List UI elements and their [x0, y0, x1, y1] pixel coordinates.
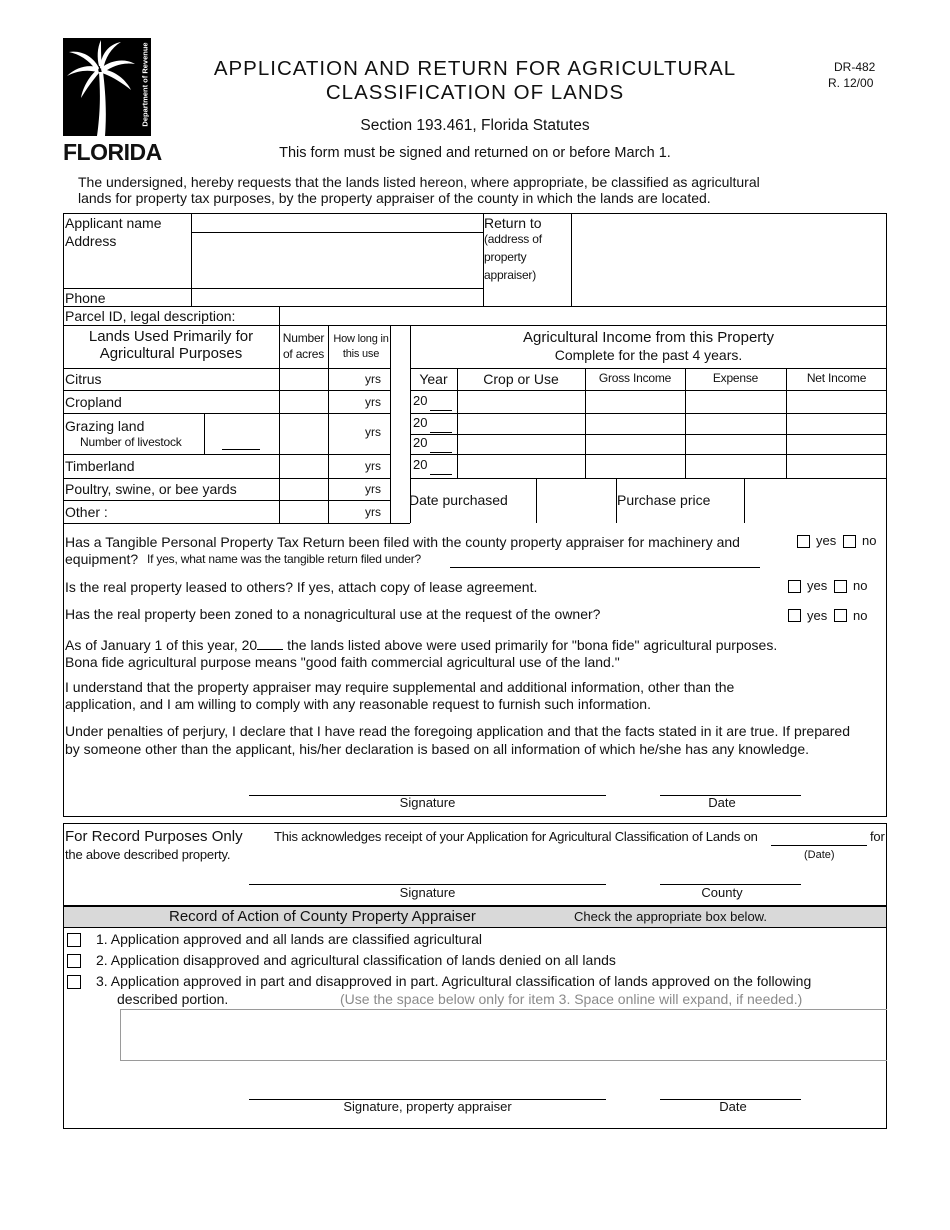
lease-no-checkbox[interactable]: [834, 580, 847, 593]
logo-side-text: Department of Revenue: [137, 38, 151, 136]
form-title-line2: CLASSIFICATION OF LANDS: [325, 81, 625, 104]
date-caption: Date: [708, 795, 736, 810]
supplemental-info-statement-2: application, and I am willing to comply with any reasonable request to furnish such information.: [65, 696, 651, 712]
receipt-for: for: [870, 829, 885, 844]
lease-question: Is the real property leased to others? If yes, attach copy of lease agreement.: [65, 579, 538, 595]
record-of-action-instruction: Check the appropriate box below.: [574, 909, 767, 924]
intro-line2: lands for property tax purposes, by the property appraiser of the county in which the lands are located.: [78, 190, 711, 206]
acres-col-header-2: of acres: [282, 347, 325, 361]
tangible-return-question: Has a Tangible Personal Property Tax Return been filed with the county property appraiser for machinery and: [65, 534, 740, 550]
yes-label: yes: [807, 578, 828, 593]
form-number: DR-482: [834, 60, 876, 74]
expense-col-header: Expense: [712, 371, 759, 385]
phone-field[interactable]: [192, 289, 482, 306]
denied-all-option: 2. Application disapproved and agricultural classification of lands denied on all lands: [96, 952, 616, 968]
yrs-unit: yrs: [365, 505, 381, 519]
tangible-yes-checkbox[interactable]: [797, 535, 810, 548]
year-prefix: 20: [413, 435, 428, 450]
lands-heading-line2: Agricultural Purposes: [99, 345, 243, 362]
return-to-label: Return to: [484, 215, 542, 231]
zoning-yes-checkbox[interactable]: [788, 609, 801, 622]
described-portion-textarea[interactable]: [120, 1009, 887, 1061]
year-input-line[interactable]: [430, 452, 452, 453]
year-blank[interactable]: [257, 637, 283, 650]
appraiser-date-caption: Date: [719, 1099, 747, 1114]
record-county-caption: County: [701, 885, 743, 900]
crop-col-header: Crop or Use: [483, 371, 559, 387]
palm-tree-icon: [63, 38, 137, 136]
perjury-statement-2: by someone other than the applicant, his/her declaration is based on all information of which he/she has any knowledge.: [65, 741, 810, 757]
livestock-label: Number of livestock: [80, 435, 182, 449]
zoning-no-checkbox[interactable]: [834, 609, 847, 622]
bona-fide-statement-b: the lands listed above were used primarily for "bona fide" agricultural purposes.: [283, 637, 778, 653]
gross-income-col-header: Gross Income: [598, 371, 672, 385]
record-signature-caption: Signature: [399, 885, 456, 900]
applicant-name-label: Applicant name: [65, 215, 162, 231]
bona-fide-statement: [65, 637, 777, 653]
lease-yes-checkbox[interactable]: [788, 580, 801, 593]
form-title-line1: APPLICATION AND RETURN FOR AGRICULTURAL: [213, 57, 737, 80]
duration-col-header-2: this use: [342, 348, 380, 360]
year-prefix: 20: [413, 393, 428, 408]
zoning-question: Has the real property been zoned to a nonagricultural use at the request of the owner?: [65, 606, 601, 622]
partial-approval-option: 3. Application approved in part and disapproved in part. Agricultural classification of lands approved on the following: [96, 973, 812, 989]
denied-all-checkbox[interactable]: [67, 954, 81, 968]
yrs-unit: yrs: [365, 459, 381, 473]
no-label: no: [853, 578, 868, 593]
record-of-action-heading: Record of Action of County Property Appraiser: [169, 908, 476, 925]
land-row-timberland: Timberland: [65, 458, 135, 474]
phone-label: Phone: [65, 290, 106, 306]
address-field[interactable]: [192, 233, 482, 288]
return-to-label-3: property: [484, 250, 527, 264]
land-row-other: Other :: [65, 504, 108, 520]
land-row-cropland: Cropland: [65, 394, 122, 410]
bona-fide-definition: Bona fide agricultural purpose means "good faith commercial agricultural use of the land.": [65, 654, 620, 670]
yrs-unit: yrs: [365, 372, 381, 386]
tangible-no-checkbox[interactable]: [843, 535, 856, 548]
logo-wordmark: FLORIDA: [63, 139, 162, 165]
perjury-statement: Under penalties of perjury, I declare that I have read the foregoing application and that the facts stated in it are true. If prepared: [65, 723, 850, 739]
partial-approval-hint: (Use the space below only for item 3. Space online will expand, if needed.): [340, 991, 803, 1007]
form-revision: R. 12/00: [828, 76, 874, 90]
lands-heading-line1: Lands Used Primarily for: [88, 328, 254, 345]
no-label: no: [853, 608, 868, 623]
return-to-label-4: appraiser): [484, 268, 537, 282]
acres-col-header-1: Number: [282, 331, 325, 345]
approved-all-option: 1. Application approved and all lands are classified agricultural: [96, 931, 483, 947]
signature-caption: Signature: [399, 795, 456, 810]
livestock-count-line[interactable]: [222, 449, 260, 450]
duration-col-header-1: How long in: [333, 333, 389, 345]
return-to-address-field[interactable]: [572, 214, 886, 306]
yrs-unit: yrs: [365, 395, 381, 409]
bona-fide-statement-a: As of January 1 of this year, 20: [65, 637, 258, 653]
parcel-id-label: Parcel ID, legal description:: [65, 308, 236, 324]
date-purchased-field[interactable]: [537, 479, 615, 522]
supplemental-info-statement: I understand that the property appraiser may require supplemental and additional information, other than the: [65, 679, 735, 695]
date-purchased-label: Date purchased: [409, 492, 508, 508]
approved-all-checkbox[interactable]: [67, 933, 81, 947]
filing-deadline: This form must be signed and returned on or before March 1.: [279, 145, 671, 161]
income-heading-line2: Complete for the past 4 years.: [554, 347, 743, 363]
year-prefix: 20: [413, 457, 428, 472]
net-income-col-header: Net Income: [806, 371, 867, 385]
address-label: Address: [65, 233, 117, 249]
land-row-poultry: Poultry, swine, or bee yards: [65, 481, 237, 497]
yes-label: yes: [816, 533, 837, 548]
year-input-line[interactable]: [430, 474, 452, 475]
receipt-date-line[interactable]: [771, 845, 867, 846]
yrs-unit: yrs: [365, 482, 381, 496]
tangible-return-question-2: equipment?: [65, 551, 139, 567]
statute-reference: Section 193.461, Florida Statutes: [360, 117, 590, 134]
receipt-described-property: the above described property.: [65, 847, 231, 862]
year-prefix: 20: [413, 415, 428, 430]
no-label: no: [862, 533, 877, 548]
purchase-price-field[interactable]: [745, 479, 886, 522]
intro-line1: The undersigned, hereby requests that the lands listed hereon, where appropriate, be classified as agricultural: [78, 174, 760, 190]
receipt-acknowledgment: This acknowledges receipt of your Application for Agricultural Classification of Lands on: [274, 829, 758, 844]
land-row-grazing: Grazing land: [65, 418, 145, 434]
florida-dor-logo: [63, 38, 162, 166]
tangible-return-name-prompt: If yes, what name was the tangible return filed under?: [147, 552, 422, 566]
applicant-name-field[interactable]: [192, 214, 482, 232]
receipt-date-hint: (Date): [804, 849, 835, 861]
year-col-header: Year: [419, 371, 448, 387]
record-purposes-heading: For Record Purposes Only: [65, 828, 243, 845]
tangible-return-name-line[interactable]: [450, 567, 760, 568]
yes-label: yes: [807, 608, 828, 623]
partial-approval-checkbox[interactable]: [67, 975, 81, 989]
income-heading-line1: Agricultural Income from this Property: [523, 329, 774, 346]
land-row-citrus: Citrus: [65, 371, 102, 387]
year-input-line[interactable]: [430, 410, 452, 411]
return-to-label-2: (address of: [484, 232, 542, 246]
parcel-id-field[interactable]: [280, 307, 886, 325]
appraiser-signature-caption: Signature, property appraiser: [343, 1099, 512, 1114]
partial-approval-option-2: described portion.: [117, 991, 229, 1007]
purchase-price-label: Purchase price: [617, 492, 711, 508]
year-input-line[interactable]: [430, 432, 452, 433]
yrs-unit: yrs: [365, 425, 381, 439]
